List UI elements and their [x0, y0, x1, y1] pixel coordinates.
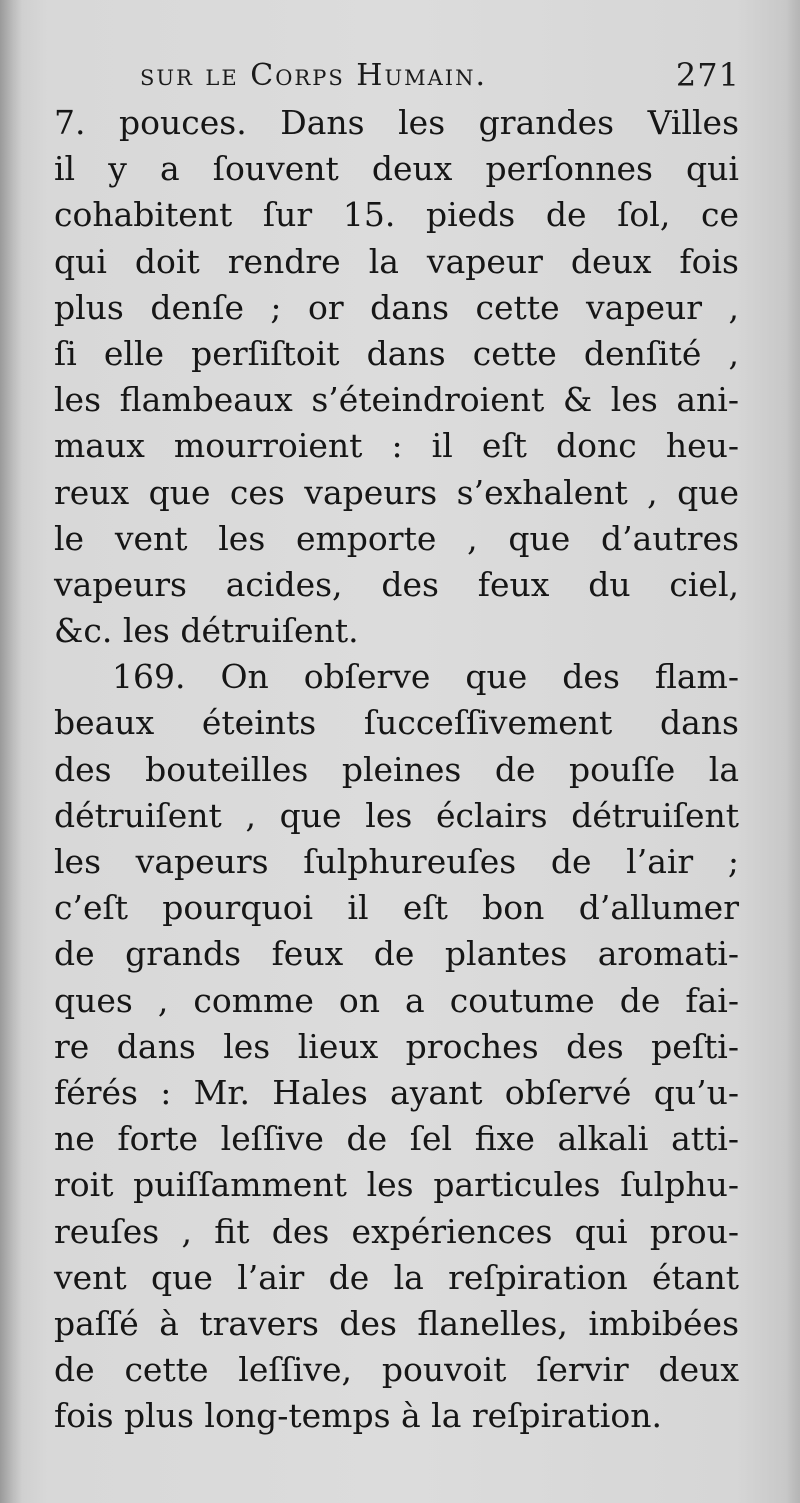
text-line: fois plus long-temps à la reſpiration.	[54, 1396, 662, 1436]
page-gutter-shadow	[0, 0, 22, 1503]
text-line: plus denſe ; or dans cette vapeur ,	[54, 287, 739, 327]
text-line: cohabitent ſur 15. pieds de ſol, ce	[54, 195, 739, 235]
text-line: vent que l’air de la reſpiration étant	[54, 1257, 739, 1297]
text-line: roit puiſſamment les particules ſulphu-	[54, 1165, 739, 1205]
text-line: férés : Mr. Hales ayant obſervé qu’u-	[54, 1072, 739, 1112]
text-line: de cette leſſive, pouvoit ſervir deux	[54, 1350, 739, 1390]
page-number: 271	[675, 56, 740, 94]
text-line: des bouteilles pleines de pouſſe la	[54, 749, 739, 789]
body-text	[54, 100, 739, 1439]
text-line: les flambeaux s’éteindroient & les ani-	[54, 380, 739, 420]
text-line: ſi elle perſiſtoit dans cette denſité ,	[54, 333, 739, 373]
page-header	[140, 52, 740, 102]
text-line: beaux éteints ſucceſſivement dans	[54, 703, 739, 743]
page-edge-shadow	[786, 0, 800, 1503]
paragraph-start-169: 169. On obſerve que des flam-	[112, 657, 739, 697]
text-line: &c. les détruiſent.	[54, 611, 359, 651]
text-line: c’eſt pourquoi il eſt bon d’allumer	[54, 888, 739, 928]
text-line: maux mourroient : il eſt donc heu-	[54, 426, 739, 466]
text-line: re dans les lieux proches des peſti-	[54, 1026, 739, 1066]
text-line: le vent les emporte , que d’autres	[54, 518, 739, 558]
text-line: qui doit rendre la vapeur deux fois	[54, 241, 739, 281]
text-line: les vapeurs ſulphureuſes de l’air ;	[54, 842, 739, 881]
text-line: de grands feux de plantes aromati-	[54, 934, 739, 974]
running-head: sur le Corps Humain.	[140, 58, 488, 93]
text-line: détruiſent , que les éclairs détruiſent	[54, 795, 739, 835]
text-line: reux que ces vapeurs s’exhalent , que	[54, 472, 739, 512]
text-line: paſſé à travers des flanelles, imbibées	[54, 1303, 739, 1343]
text-line: ques , comme on a coutume de fai-	[54, 980, 739, 1020]
text-line: il y a ſouvent deux perſonnes qui	[54, 149, 739, 189]
text-line: vapeurs acides, des feux du ciel,	[54, 564, 739, 604]
text-line: reuſes , fit des expériences qui prou-	[54, 1211, 739, 1251]
text-line: ne forte leſſive de ſel fixe alkali atti-	[54, 1119, 739, 1159]
text-line: 7. pouces. Dans les grandes Villes	[54, 103, 739, 142]
